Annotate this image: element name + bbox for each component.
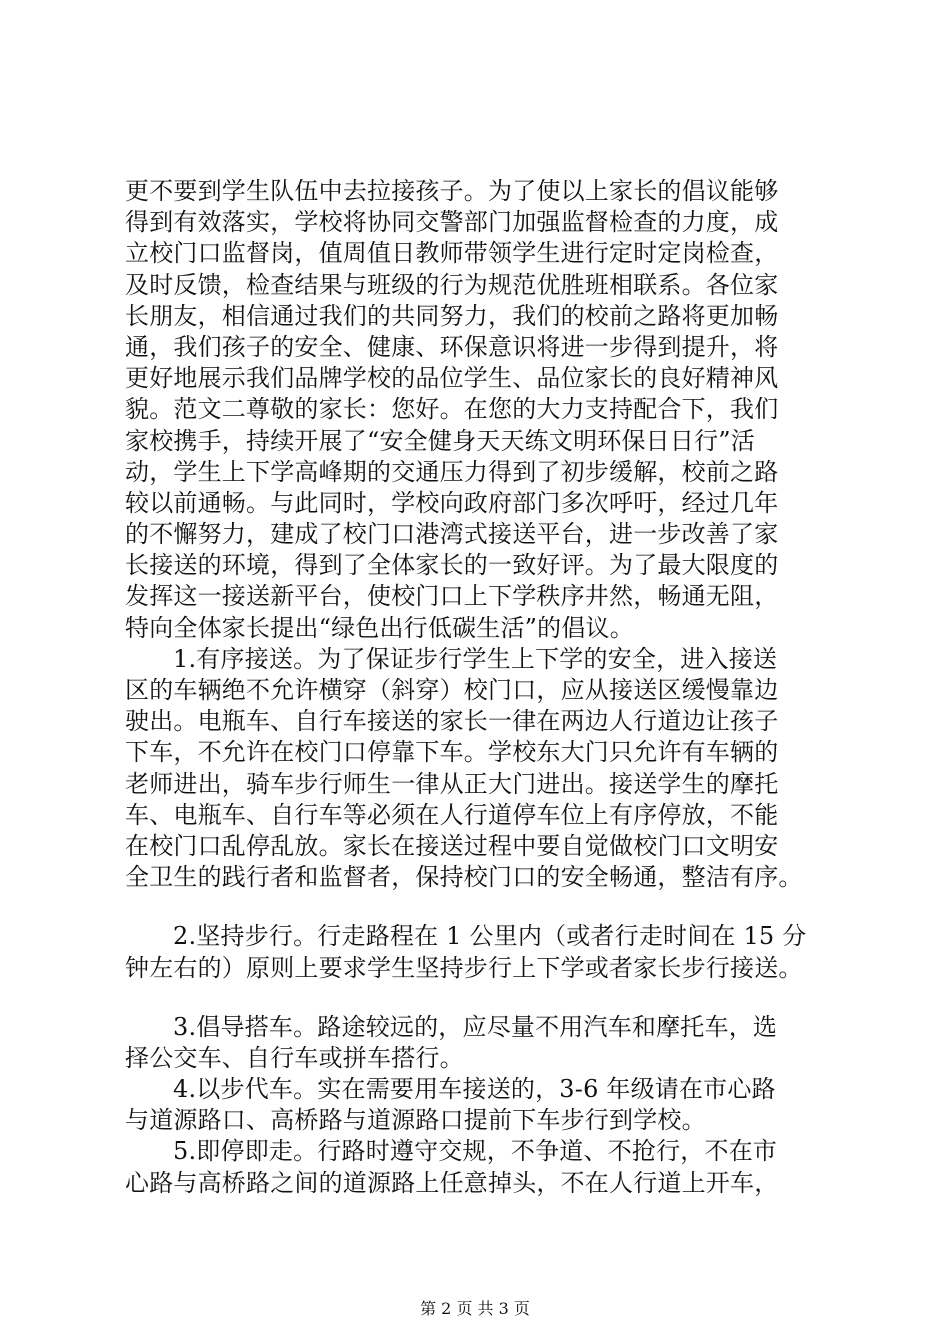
paragraph-item-5 (125, 1136, 860, 1198)
text-line: 择公交车、自行车或拼车搭行。 (125, 1043, 464, 1072)
text-line: 3.倡导搭车。路途较远的，应尽量不用汽车和摩托车，选 (173, 1012, 778, 1041)
paragraph-item-1 (125, 644, 860, 894)
text-line: 心路与高桥路之间的道源路上任意掉头，不在人行道上开车， (125, 1168, 779, 1197)
paragraph-spacer (125, 893, 860, 921)
text-line: 动，学生上下学高峰期的交通压力得到了初步缓解，校前之路 (125, 457, 779, 486)
text-line: 较以前通畅。与此同时，学校向政府部门多次呼吁，经过几年 (125, 488, 779, 517)
text-line: 与道源路口、高桥路与道源路口提前下车步行到学校。 (125, 1106, 706, 1135)
text-line: 的不懈努力，建成了校门口港湾式接送平台，进一步改善了家 (125, 520, 779, 549)
text-line: 区的车辆绝不允许横穿（斜穿）校门口，应从接送区缓慢靠边 (125, 676, 779, 704)
text-line: 下车，不允许在校门口停靠下车。学校东大门只允许有车辆的 (125, 738, 779, 767)
text-line: 5.即停即走。行路时遵守交规，不争道、不抢行，不在市 (173, 1137, 778, 1166)
text-line: 老师进出，骑车步行师生一律从正大门进出。接送学生的摩托 (125, 769, 779, 798)
text-line: 长朋友，相信通过我们的共同努力，我们的校前之路将更加畅 (125, 301, 779, 330)
text-line: 通，我们孩子的安全、健康、环保意识将进一步得到提升，将 (125, 332, 779, 361)
text-line: 立校门口监督岗，值周值日教师带领学生进行定时定岗检查， (125, 239, 779, 268)
text-line: 貌。范文二尊敬的家长：您好。在您的大力支持配合下，我们 (125, 395, 779, 424)
paragraph-item-2 (125, 921, 860, 983)
text-line: 钟左右的）原则上要求学生坚持步行上下学或者家长步行接送。 (125, 953, 803, 982)
text-line: 特向全体家长提出“绿色出行低碳生活”的倡议。 (125, 613, 634, 642)
paragraph-item-4 (125, 1074, 860, 1136)
paragraph-letter-intro (125, 176, 860, 644)
text-line: 2.坚持步行。行走路程在 1 公里内（或者行走时间在 15 分 (173, 922, 807, 951)
text-line: 长接送的环境，得到了全体家长的一致好评。为了最大限度的 (125, 551, 779, 580)
text-line: 更不要到学生队伍中去拉接孩子。为了使以上家长的倡议能够 (125, 177, 779, 205)
text-line: 更好地展示我们品牌学校的品位学生、品位家长的良好精神风 (125, 364, 779, 393)
text-line: 4.以步代车。实在需要用车接送的，3-6 年级请在市心路 (173, 1075, 776, 1104)
text-line: 及时反馈，检查结果与班级的行为规范优胜班相联系。各位家 (125, 270, 779, 299)
paragraph-item-3 (125, 1012, 860, 1074)
text-line: 家校携手，持续开展了“安全健身天天练文明环保日日行”活 (125, 426, 755, 455)
text-line: 全卫生的践行者和监督者，保持校门口的安全畅通，整洁有序。 (125, 863, 803, 892)
paragraph-spacer (125, 984, 860, 1012)
text-line: 得到有效落实，学校将协同交警部门加强监督检查的力度，成 (125, 208, 779, 237)
text-line: 车、电瓶车、自行车等必须在人行道停车位上有序停放，不能 (125, 800, 779, 829)
text-line: 驶出。电瓶车、自行车接送的家长一律在两边人行道边让孩子 (125, 707, 779, 736)
text-line: 发挥这一接送新平台，使校门口上下学秩序井然，畅通无阻， (125, 582, 779, 611)
page-number-footer: 第 2 页 共 3 页 (420, 1299, 530, 1318)
document-body (125, 176, 860, 1199)
text-line: 在校门口乱停乱放。家长在接送过程中要自觉做校门口文明安 (125, 831, 779, 860)
text-line: 1.有序接送。为了保证步行学生上下学的安全，进入接送 (173, 644, 778, 673)
